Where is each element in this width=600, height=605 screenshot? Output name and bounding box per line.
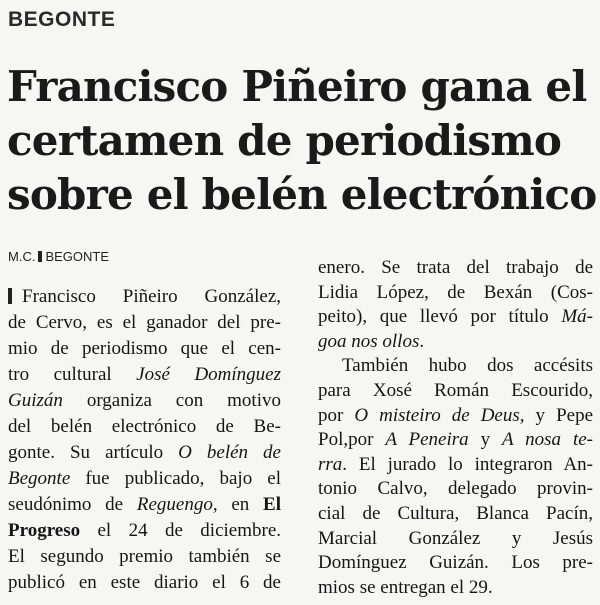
article-line: para Xosé Román Escourido, bbox=[318, 380, 593, 401]
byline bbox=[8, 249, 109, 264]
article-line: El segundo premio también se bbox=[8, 546, 281, 567]
article-line: goa nos ollos. bbox=[318, 330, 425, 352]
article-line: tro cultural José Domínguez bbox=[8, 364, 281, 385]
article-line: Marcial González y Jesús bbox=[318, 527, 593, 549]
article-line: enero. Se trata del trabajo de bbox=[318, 257, 593, 278]
article-line: Lidia López, de Bexán (Cos- bbox=[318, 281, 593, 303]
article-line: publicó en este diario el 6 de bbox=[8, 572, 281, 593]
article-line: Pol,por A Peneira y A nosa te- bbox=[318, 429, 593, 451]
byline-separator bbox=[38, 251, 42, 262]
article-line: rra. El jurado lo integraron An- bbox=[318, 453, 593, 475]
article-line: Progreso el 24 de diciembre. bbox=[8, 520, 281, 541]
byline-author: M.C. bbox=[8, 249, 36, 264]
article-line: de Cervo, es el ganador del pre- bbox=[8, 312, 281, 333]
article-line: del belén electrónico de Be- bbox=[8, 416, 281, 437]
article-line: Begonte fue publicado, bajo el bbox=[8, 468, 281, 489]
byline-place: BEGONTE bbox=[45, 249, 110, 264]
article-line: mio de periodismo que el cen- bbox=[8, 338, 281, 359]
article-line: seudónimo de Reguengo, en El bbox=[8, 494, 281, 515]
section-label: BEGONTE bbox=[8, 8, 116, 31]
article-line: También hubo dos accésits bbox=[342, 355, 593, 377]
article-line: Guizán organiza con motivo bbox=[8, 390, 281, 411]
article-line: peito), que llevó por título Má- bbox=[318, 306, 593, 328]
article-line: por O misteiro de Deus, y Pepe bbox=[318, 404, 594, 426]
article-line: Domínguez Guizán. Los pre- bbox=[318, 552, 593, 574]
headline: Francisco Piñeiro gana el certamen de periodismo sobre el belén electrónico bbox=[7, 62, 597, 219]
article-line: cial de Cultura, Blanca Pacín, bbox=[318, 503, 593, 524]
article-line: tonio Calvo, delegado provin- bbox=[318, 478, 593, 500]
article-line-overflow: mios se entregan el 29. bbox=[318, 576, 493, 598]
article-line: gonte. Su artículo O belén de bbox=[8, 442, 281, 463]
article-line: Francisco Piñeiro González, bbox=[8, 286, 281, 308]
lead-marker bbox=[8, 288, 12, 304]
